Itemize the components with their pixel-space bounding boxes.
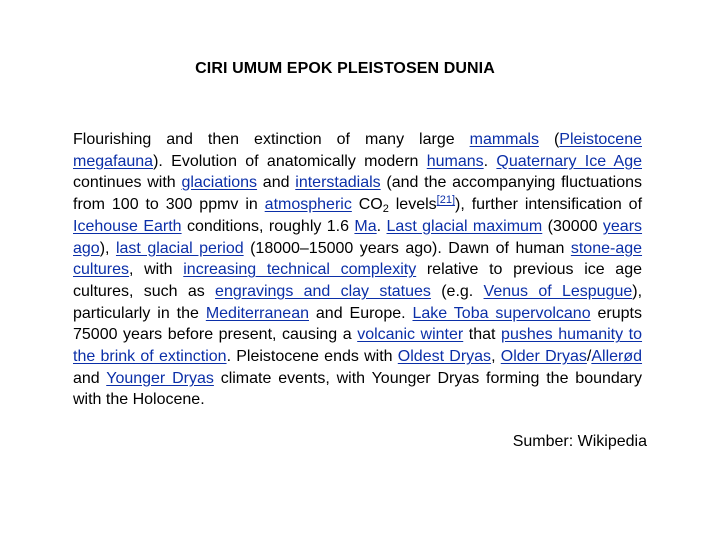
page-title: CIRI UMUM EPOK PLEISTOSEN DUNIA (195, 60, 495, 77)
text-run: , with (129, 261, 184, 279)
link-stone-age-cultures[interactable]: stone-age cultures (73, 239, 643, 279)
text-run: erupts 75000 years before present, causing a (73, 304, 642, 344)
link-younger-dryas[interactable]: Younger Dryas (106, 369, 214, 387)
link-glaciations[interactable]: glaciations (181, 174, 258, 192)
subscript-2: 2 (382, 203, 389, 216)
text-run: (18000–15000 years ago). Dawn of human (243, 239, 571, 257)
link-last-glacial-maximum[interactable]: Last glacial maximum (386, 217, 543, 235)
text-run: Flourishing and then extinction of many large (73, 131, 470, 148)
link-atmospheric[interactable]: atmospheric (264, 196, 352, 214)
link-humans[interactable]: humans (426, 152, 484, 170)
link-mammals[interactable]: mammals (469, 131, 539, 148)
text-run: relative to previous ice age cultures, such as (73, 261, 643, 300)
text-run: ). Evolution of anatomically modern (153, 152, 427, 170)
text-run: . (376, 217, 387, 235)
link-oldest-dryas[interactable]: Oldest Dryas (397, 348, 492, 366)
text-run: ( (538, 131, 560, 148)
reference-21-link[interactable]: [21] (436, 194, 456, 207)
link-venus-of-lespugue[interactable]: Venus of Lespugue (483, 282, 633, 300)
link-ma[interactable]: Ma (354, 217, 377, 235)
text-run: conditions, roughly 1.6 (181, 217, 355, 235)
text-run: , (491, 348, 501, 366)
text-run: (and the accompanying fluctuations from 100 to 300 ppmv in (73, 174, 643, 214)
link-engravings-and-clay-statues[interactable]: engravings and clay statues (215, 282, 431, 300)
text-run: ), further intensification of (455, 196, 643, 214)
text-run: (30000 (542, 217, 603, 235)
link-last-glacial-period[interactable]: last glacial period (115, 239, 244, 257)
text-run: / (586, 348, 592, 366)
text-run: levels (388, 196, 437, 214)
text-run: and (73, 369, 107, 387)
text-run: . (483, 152, 497, 170)
link-pleistocene-megafauna[interactable]: Pleistocene megafauna (73, 131, 642, 170)
link-increasing-technical-complexity[interactable]: increasing technical complexity (183, 261, 417, 279)
link-icehouse-earth[interactable]: Icehouse Earth (73, 217, 182, 235)
link-volcanic-winter[interactable]: volcanic winter (357, 326, 464, 344)
text-run: CO (351, 196, 383, 214)
body-paragraph (73, 129, 642, 411)
link-years-ago[interactable]: years ago (73, 217, 643, 257)
link-interstadials[interactable]: interstadials (295, 174, 381, 192)
text-run: and Europe. (308, 304, 413, 322)
text-run: ), particularly in the (73, 282, 643, 322)
text-run: climate events, with Younger Dryas forming the boundary with the Holocene. (73, 369, 643, 409)
link-lake-toba-supervolcano[interactable]: Lake Toba supervolcano (412, 304, 591, 322)
link-mediterranean[interactable]: Mediterranean (205, 304, 309, 322)
text-run: ), (99, 239, 116, 257)
text-run: and (257, 174, 296, 192)
link-quaternary-ice-age[interactable]: Quaternary Ice Age (496, 152, 643, 170)
source-credit: Sumber: Wikipedia (512, 433, 647, 450)
link-allerod[interactable]: Allerød (591, 348, 643, 366)
text-run: (e.g. (430, 282, 484, 300)
text-run: continues with (73, 174, 182, 192)
link-older-dryas[interactable]: Older Dryas (500, 348, 587, 366)
text-run: . Pleistocene ends with (226, 348, 398, 366)
link-brink-of-extinction[interactable]: pushes humanity to the brink of extinction (73, 326, 643, 366)
text-run: that (463, 326, 502, 344)
